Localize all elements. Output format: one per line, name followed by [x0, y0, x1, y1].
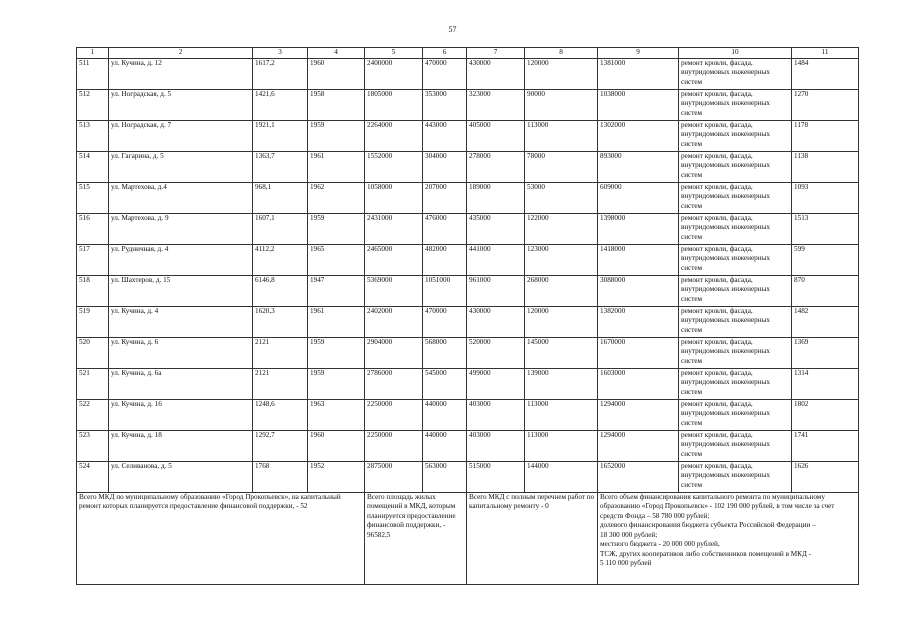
address-cell: ул. Гагарина, д. 5	[109, 151, 253, 182]
total-funding	[598, 492, 859, 584]
build-year-cell: 1959	[308, 337, 365, 368]
total-cost-cell: 2786000	[365, 368, 423, 399]
table-row	[77, 306, 859, 337]
build-year-cell: 1960	[308, 58, 365, 89]
local-share-cell: 120000	[525, 58, 598, 89]
local-share-cell: 90000	[525, 89, 598, 120]
cost-per-sqm-cell: 1484	[792, 58, 859, 89]
work-types-cell: ремонт кровли, фасада, внутридомовых инженерных систем	[679, 430, 792, 461]
fund-share-cell: 470000	[423, 58, 467, 89]
region-share-cell: 403000	[467, 399, 525, 430]
address-cell: ул. Шахтеров, д. 15	[109, 275, 253, 306]
local-share-cell: 268000	[525, 275, 598, 306]
cost-per-sqm-cell: 1138	[792, 151, 859, 182]
build-year-cell: 1959	[308, 120, 365, 151]
build-year-cell: 1960	[308, 430, 365, 461]
fund-share-cell: 443000	[423, 120, 467, 151]
row-number-cell: 518	[77, 275, 109, 306]
total-cost-cell: 2465000	[365, 244, 423, 275]
fund-share-cell: 568000	[423, 337, 467, 368]
row-number-cell: 513	[77, 120, 109, 151]
fund-share-cell: 545000	[423, 368, 467, 399]
address-cell: ул. Мартехова, д.4	[109, 182, 253, 213]
owner-share-cell: 1418000	[598, 244, 679, 275]
total-area-cell: 1921,1	[253, 120, 308, 151]
address-cell: ул. Кучина, д. 6а	[109, 368, 253, 399]
total-area-cell: 4112,2	[253, 244, 308, 275]
build-year-cell: 1963	[308, 399, 365, 430]
cost-per-sqm-cell: 1093	[792, 182, 859, 213]
local-share-cell: 123000	[525, 244, 598, 275]
address-cell: ул. Кучина, д. 6	[109, 337, 253, 368]
funding-line: 18 300 000 рублей;	[600, 530, 658, 539]
cost-per-sqm-cell: 1482	[792, 306, 859, 337]
owner-share-cell: 1294000	[598, 430, 679, 461]
local-share-cell: 120000	[525, 306, 598, 337]
address-cell: ул. Ноградская, д. 7	[109, 120, 253, 151]
total-cost-cell: 2264000	[365, 120, 423, 151]
fund-share-cell: 207000	[423, 182, 467, 213]
total-cost-cell: 2402000	[365, 306, 423, 337]
column-number: 10	[679, 48, 792, 59]
address-cell: ул. Рудничная, д. 4	[109, 244, 253, 275]
total-full-list: Всего МКД с полным перечнем работ по капитальному ремонту - 0	[467, 492, 598, 584]
work-types-cell: ремонт кровли, фасада, внутридомовых инженерных систем	[679, 151, 792, 182]
repair-program-table	[76, 47, 859, 585]
fund-share-cell: 476000	[423, 213, 467, 244]
work-types-cell: ремонт кровли, фасада, внутридомовых инженерных систем	[679, 275, 792, 306]
address-cell: ул. Селиванова, д. 5	[109, 461, 253, 492]
total-area-cell: 1248,6	[253, 399, 308, 430]
total-area-cell: 2121	[253, 368, 308, 399]
column-number: 8	[525, 48, 598, 59]
column-number-row	[77, 48, 859, 59]
owner-share-cell: 1381000	[598, 58, 679, 89]
total-cost-cell: 2904000	[365, 337, 423, 368]
build-year-cell: 1965	[308, 244, 365, 275]
column-number: 4	[308, 48, 365, 59]
table-row	[77, 430, 859, 461]
local-share-cell: 53000	[525, 182, 598, 213]
build-year-cell: 1952	[308, 461, 365, 492]
owner-share-cell: 893000	[598, 151, 679, 182]
region-share-cell: 278000	[467, 151, 525, 182]
column-number: 2	[109, 48, 253, 59]
owner-share-cell: 1398000	[598, 213, 679, 244]
total-mkd-count: Всего МКД по муниципальному образованию «Город Прокопьевск», на капитальный ремонт которых планируется предоставление финансовой поддержки, - 52	[77, 492, 365, 584]
region-share-cell: 520000	[467, 337, 525, 368]
row-number-cell: 514	[77, 151, 109, 182]
table-row	[77, 213, 859, 244]
owner-share-cell: 1603000	[598, 368, 679, 399]
row-number-cell: 515	[77, 182, 109, 213]
table-row	[77, 337, 859, 368]
local-share-cell: 139000	[525, 368, 598, 399]
address-cell: ул. Кучина, д. 4	[109, 306, 253, 337]
total-area-cell: 1768	[253, 461, 308, 492]
table-row	[77, 182, 859, 213]
total-area-cell: 968,1	[253, 182, 308, 213]
build-year-cell: 1959	[308, 368, 365, 399]
fund-share-cell: 304000	[423, 151, 467, 182]
page-number: 57	[448, 25, 457, 34]
work-types-cell: ремонт кровли, фасада, внутридомовых инженерных систем	[679, 213, 792, 244]
work-types-cell: ремонт кровли, фасада, внутридомовых инженерных систем	[679, 120, 792, 151]
build-year-cell: 1959	[308, 213, 365, 244]
region-share-cell: 435000	[467, 213, 525, 244]
table-row	[77, 399, 859, 430]
funding-line: местного бюджета - 20 000 000 рублей,	[600, 540, 720, 548]
total-cost-cell: 2431000	[365, 213, 423, 244]
region-share-cell: 430000	[467, 306, 525, 337]
table-row	[77, 120, 859, 151]
address-cell: ул. Кучина, д. 12	[109, 58, 253, 89]
fund-share-cell: 440000	[423, 399, 467, 430]
address-cell: ул. Мартехова, д. 9	[109, 213, 253, 244]
build-year-cell: 1962	[308, 182, 365, 213]
fund-share-cell: 482000	[423, 244, 467, 275]
table-row	[77, 58, 859, 89]
row-number-cell: 520	[77, 337, 109, 368]
cost-per-sqm-cell: 1513	[792, 213, 859, 244]
total-area-cell: 2121	[253, 337, 308, 368]
owner-share-cell: 1382000	[598, 306, 679, 337]
address-cell: ул. Кучина, д. 16	[109, 399, 253, 430]
owner-share-cell: 1670000	[598, 337, 679, 368]
cost-per-sqm-cell: 1178	[792, 120, 859, 151]
work-types-cell: ремонт кровли, фасада, внутридомовых инженерных систем	[679, 399, 792, 430]
row-number-cell: 519	[77, 306, 109, 337]
local-share-cell: 113000	[525, 430, 598, 461]
total-cost-cell: 1805000	[365, 89, 423, 120]
owner-share-cell: 1652000	[598, 461, 679, 492]
row-number-cell: 521	[77, 368, 109, 399]
row-number-cell: 512	[77, 89, 109, 120]
total-cost-cell: 2250000	[365, 430, 423, 461]
total-cost-cell: 5369000	[365, 275, 423, 306]
column-number: 7	[467, 48, 525, 59]
row-number-cell: 511	[77, 58, 109, 89]
owner-share-cell: 1038000	[598, 89, 679, 120]
total-cost-cell: 2250000	[365, 399, 423, 430]
work-types-cell: ремонт кровли, фасада, внутридомовых инженерных систем	[679, 182, 792, 213]
row-number-cell: 523	[77, 430, 109, 461]
local-share-cell: 145000	[525, 337, 598, 368]
cost-per-sqm-cell: 599	[792, 244, 859, 275]
column-number: 6	[423, 48, 467, 59]
cost-per-sqm-cell: 1270	[792, 89, 859, 120]
work-types-cell: ремонт кровли, фасада, внутридомовых инженерных систем	[679, 461, 792, 492]
region-share-cell: 961000	[467, 275, 525, 306]
owner-share-cell: 3088000	[598, 275, 679, 306]
total-area-cell: 1421,6	[253, 89, 308, 120]
region-share-cell: 189000	[467, 182, 525, 213]
table-row	[77, 461, 859, 492]
total-cost-cell: 2400000	[365, 58, 423, 89]
table-row	[77, 89, 859, 120]
cost-per-sqm-cell: 1741	[792, 430, 859, 461]
total-area-cell: 1617,2	[253, 58, 308, 89]
region-share-cell: 403000	[467, 430, 525, 461]
owner-share-cell: 609000	[598, 182, 679, 213]
owner-share-cell: 1294000	[598, 399, 679, 430]
cost-per-sqm-cell: 1802	[792, 399, 859, 430]
region-share-cell: 499000	[467, 368, 525, 399]
work-types-cell: ремонт кровли, фасада, внутридомовых инженерных систем	[679, 306, 792, 337]
table-row	[77, 275, 859, 306]
table-row	[77, 244, 859, 275]
work-types-cell: ремонт кровли, фасада, внутридомовых инженерных систем	[679, 89, 792, 120]
total-area-cell: 6146,8	[253, 275, 308, 306]
fund-share-cell: 563000	[423, 461, 467, 492]
local-share-cell: 113000	[525, 120, 598, 151]
local-share-cell: 144000	[525, 461, 598, 492]
region-share-cell: 323000	[467, 89, 525, 120]
local-share-cell: 78000	[525, 151, 598, 182]
work-types-cell: ремонт кровли, фасада, внутридомовых инженерных систем	[679, 337, 792, 368]
cost-per-sqm-cell: 1369	[792, 337, 859, 368]
funding-line: долевого финансирования бюджета субъекта Российской Федерации –	[600, 521, 816, 529]
local-share-cell: 113000	[525, 399, 598, 430]
funding-line: Всего объем финансирования капитального ремонта по муниципальному образованию «Город Прокопьевск» - 102 190 000 рублей, в том числе за счет средств Фонда – 58 780 000 рублей;	[600, 492, 835, 520]
row-number-cell: 524	[77, 461, 109, 492]
region-share-cell: 515000	[467, 461, 525, 492]
local-share-cell: 122000	[525, 213, 598, 244]
fund-share-cell: 1051000	[423, 275, 467, 306]
region-share-cell: 430000	[467, 58, 525, 89]
column-number: 9	[598, 48, 679, 59]
row-number-cell: 517	[77, 244, 109, 275]
total-area-cell: 1620,3	[253, 306, 308, 337]
table-row	[77, 151, 859, 182]
total-cost-cell: 2875000	[365, 461, 423, 492]
build-year-cell: 1947	[308, 275, 365, 306]
work-types-cell: ремонт кровли, фасада, внутридомовых инженерных систем	[679, 58, 792, 89]
column-number: 5	[365, 48, 423, 59]
build-year-cell: 1961	[308, 151, 365, 182]
totals-row	[77, 492, 859, 584]
build-year-cell: 1958	[308, 89, 365, 120]
total-living-area: Всего площадь жилых помещений в МКД, которым планируется предоставление финансовой поддержки, - 96582,5	[365, 492, 467, 584]
total-cost-cell: 1058000	[365, 182, 423, 213]
total-area-cell: 1607,1	[253, 213, 308, 244]
column-number: 3	[253, 48, 308, 59]
total-area-cell: 1292,7	[253, 430, 308, 461]
column-number: 11	[792, 48, 859, 59]
region-share-cell: 441000	[467, 244, 525, 275]
fund-share-cell: 353000	[423, 89, 467, 120]
row-number-cell: 516	[77, 213, 109, 244]
address-cell: ул. Кучина, д. 18	[109, 430, 253, 461]
cost-per-sqm-cell: 870	[792, 275, 859, 306]
fund-share-cell: 470000	[423, 306, 467, 337]
owner-share-cell: 1302000	[598, 120, 679, 151]
work-types-cell: ремонт кровли, фасада, внутридомовых инженерных систем	[679, 244, 792, 275]
total-cost-cell: 1552000	[365, 151, 423, 182]
build-year-cell: 1961	[308, 306, 365, 337]
region-share-cell: 405000	[467, 120, 525, 151]
work-types-cell: ремонт кровли, фасада, внутридомовых инженерных систем	[679, 368, 792, 399]
fund-share-cell: 440000	[423, 430, 467, 461]
total-area-cell: 1363,7	[253, 151, 308, 182]
cost-per-sqm-cell: 1314	[792, 368, 859, 399]
cost-per-sqm-cell: 1626	[792, 461, 859, 492]
row-number-cell: 522	[77, 399, 109, 430]
funding-line: 5 110 000 рублей	[600, 559, 652, 567]
table-row	[77, 368, 859, 399]
address-cell: ул. Ноградская, д. 5	[109, 89, 253, 120]
column-number: 1	[77, 48, 109, 59]
funding-line: ТСЖ, других кооперативов либо собственников помещений в МКД -	[600, 549, 812, 558]
